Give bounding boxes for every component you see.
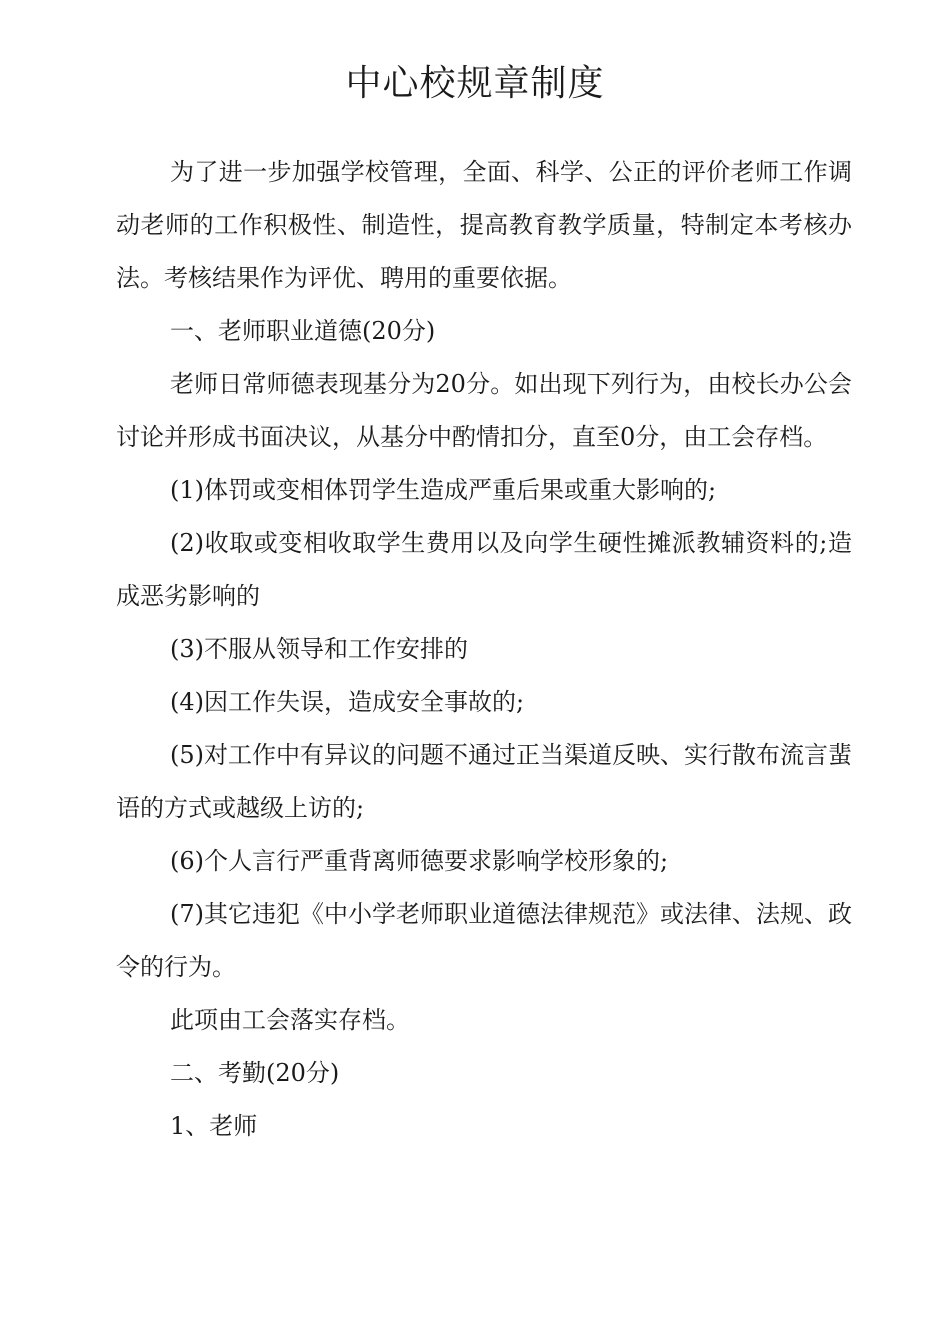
paragraph-ethics-base: 老师日常师德表现基分为20分。如出现下列行为，由校长办公会讨论并形成书面决议，从基分中酌情扣分，直至0分，由工会存档。 — [116, 370, 852, 451]
paragraph-archive-note: 此项由工会落实存档。 — [170, 1006, 410, 1034]
list-item-4: (4)因工作失误，造成安全事故的; — [170, 688, 525, 716]
list-item-5: (5)对工作中有异议的问题不通过正当渠道反映、实行散布流言蜚语的方式或越级上访的; — [116, 741, 852, 822]
section-heading-ethics: 一、老师职业道德(20分) — [170, 317, 436, 345]
document-title: 中心校规章制度 — [345, 63, 605, 104]
list-item-2: (2)收取或变相收取学生费用以及向学生硬性摊派教辅资料的;造成恶劣影响的 — [116, 529, 852, 610]
list-item-6: (6)个人言行严重背离师德要求影响学校形象的; — [170, 847, 669, 875]
paragraph-intro: 为了进一步加强学校管理，全面、科学、公正的评价老师工作调动老师的工作积极性、制造性，提高教育教学质量，特制定本考核办法。考核结果作为评优、聘用的重要依据。 — [116, 158, 852, 292]
list-item-7: (7)其它违犯《中小学老师职业道德法律规范》或法律、法规、政令的行为。 — [116, 900, 852, 981]
subsection-heading-teacher: 1、老师 — [170, 1112, 258, 1140]
list-item-1: (1)体罚或变相体罚学生造成严重后果或重大影响的; — [170, 476, 717, 504]
document-body — [116, 146, 852, 1153]
section-heading-attendance: 二、考勤(20分) — [170, 1059, 340, 1087]
list-item-3: (3)不服从领导和工作安排的 — [170, 635, 468, 663]
